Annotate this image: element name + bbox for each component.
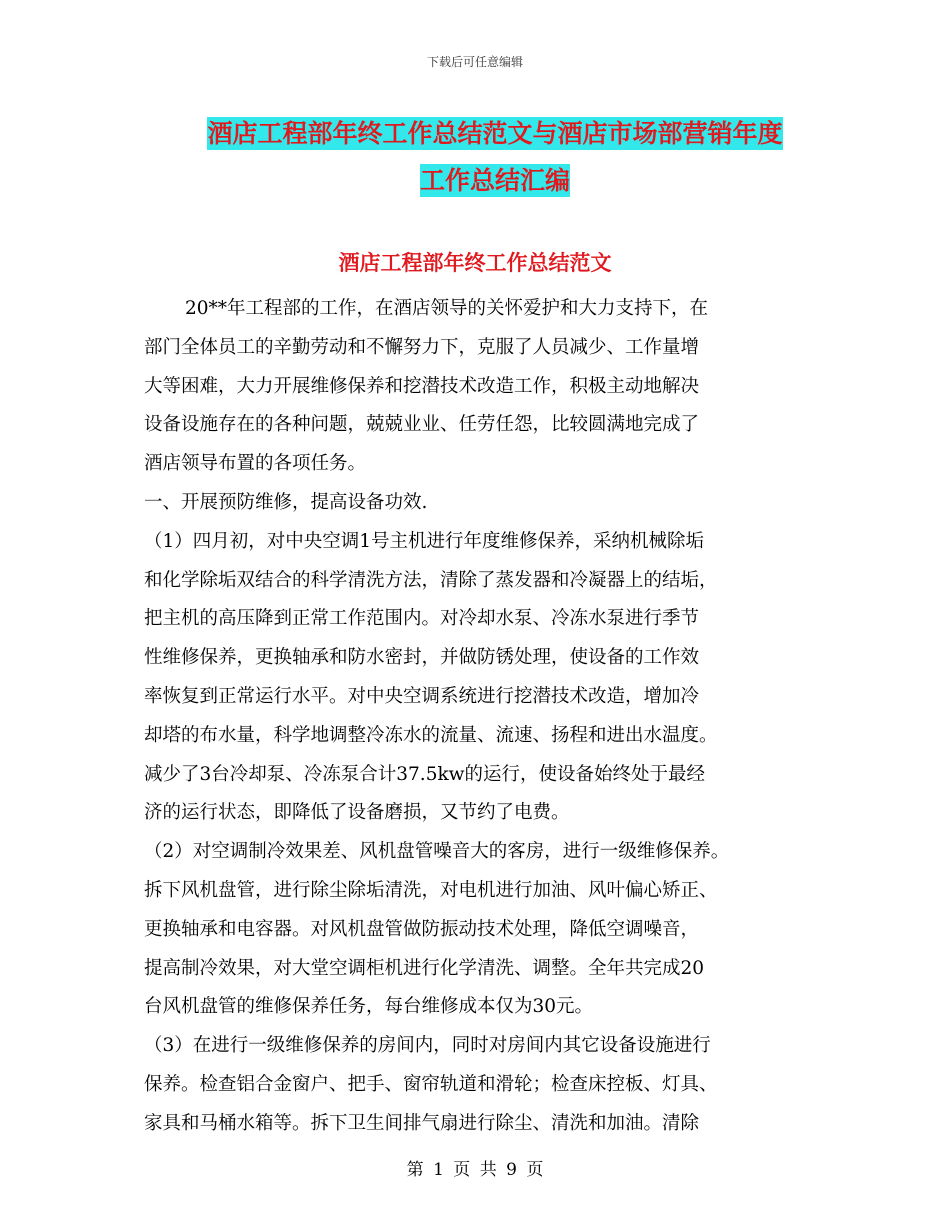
page-number: 第 1 页 共 9 页 (406, 1160, 544, 1180)
paragraph-line: 设备设施存在的各种问题，兢兢业业、任劳任怨，比较圆满地完成了 (144, 414, 700, 436)
paragraph-line: 把主机的高压降到正常工作范围内。对冷却水泵、冷冻水泵进行季节 (144, 608, 700, 630)
paragraph-line: 家具和马桶水箱等。拆下卫生间排气扇进行除尘、清洗和加油。清除 (144, 1112, 700, 1134)
paragraph-line: （2）对空调制冷效果差、风机盘管噪音大的客房，进行一级维修保养。 (144, 841, 730, 863)
paragraph-line: 20**年工程部的工作，在酒店领导的关怀爱护和大力支持下，在 (185, 298, 709, 319)
header-note: 下载后可任意编辑 (426, 55, 523, 69)
paragraph-line: 和化学除垢双结合的科学清洗方法，清除了蒸发器和冷凝器上的结垢， (144, 569, 718, 591)
body-text (144, 290, 814, 1144)
paragraph-line: 保养。检查铝合金窗户、把手、窗帘轨道和滑轮；检查床控板、灯具、 (144, 1073, 718, 1095)
paragraph-line: 减少了3台冷却泵、冷冻泵合计37.5kw的运行，使设备始终处于最经 (144, 763, 706, 785)
document-title-line1: 酒店工程部年终工作总结范文与酒店市场部营销年度 (207, 119, 783, 148)
section-title: 酒店工程部年终工作总结范文 (338, 250, 612, 275)
paragraph-line: 提高制冷效果，对大堂空调柜机进行化学清洗、调整。全年共完成20 (144, 957, 705, 979)
paragraph-line: 拆下风机盘管，进行除尘除垢清洗，对电机进行加油、风叶偏心矫正、 (144, 879, 718, 901)
paragraph-line: 性维修保养，更换轴承和防水密封，并做防锈处理，使设备的工作效 (144, 647, 700, 669)
paragraph-line: 台风机盘管的维修保养任务，每台维修成本仅为30元。 (144, 996, 594, 1018)
paragraph-line: （1）四月初，对中央空调1号主机进行年度维修保养，采纳机械除垢 (144, 530, 705, 552)
document-title (150, 110, 840, 204)
paragraph-line: 酒店领导布置的各项任务。 (144, 453, 367, 475)
paragraph-line: 大等困难，大力开展维修保养和挖潜技术改造工作，积极主动地解决 (144, 375, 700, 397)
paragraph-line: 率恢复到正常运行水平。对中央空调系统进行挖潜技术改造，增加冷 (144, 685, 700, 707)
document-title-line2: 工作总结汇编 (419, 166, 570, 195)
paragraph-line: （3）在进行一级维修保养的房间内，同时对房间内其它设备设施进行 (144, 1035, 711, 1057)
paragraph-line: 济的运行状态，即降低了设备磨损，又节约了电费。 (144, 802, 570, 824)
heading-line: 一、开展预防维修，提高设备功效. (144, 491, 428, 513)
paragraph-line: 更换轴承和电容器。对风机盘管做防振动技术处理，降低空调噪音， (144, 918, 700, 940)
paragraph-line: 却塔的布水量，科学地调整冷冻水的流量、流速、扬程和进出水温度。 (144, 724, 718, 746)
paragraph-line: 部门全体员工的辛勤劳动和不懈努力下，克服了人员减少、工作量增 (144, 336, 700, 358)
